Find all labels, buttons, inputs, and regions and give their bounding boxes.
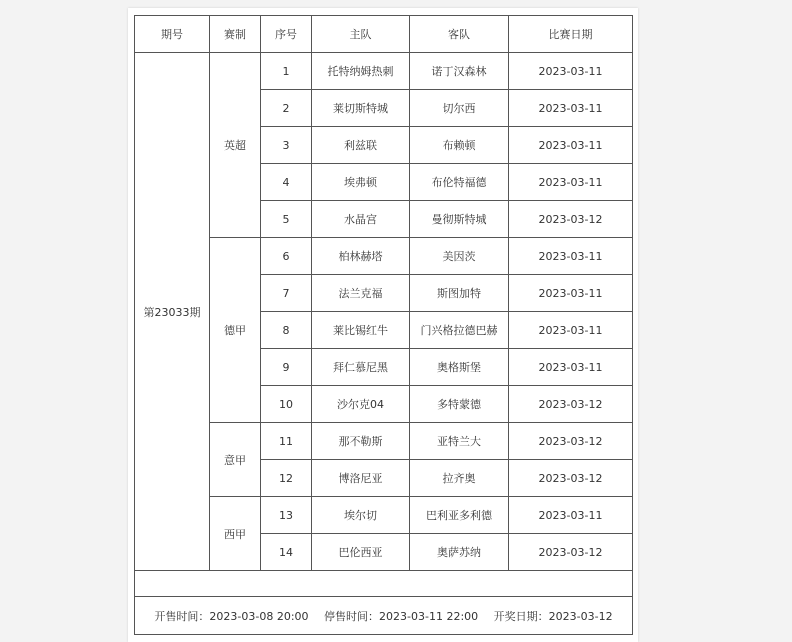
match-date: 2023-03-12 [509, 423, 633, 460]
match-date: 2023-03-11 [509, 164, 633, 201]
sale-start-time: 开售时间：2023-03-08 20:00 [154, 609, 309, 623]
match-number: 14 [261, 534, 312, 571]
home-team: 埃尔切 [312, 497, 410, 534]
away-team: 布伦特福德 [410, 164, 509, 201]
away-team: 美因茨 [410, 238, 509, 275]
header-number: 序号 [261, 16, 312, 53]
home-team: 托特纳姆热刺 [312, 53, 410, 90]
blank-row [135, 571, 633, 597]
league-cell: 德甲 [210, 238, 261, 423]
match-date: 2023-03-11 [509, 90, 633, 127]
match-number: 1 [261, 53, 312, 90]
home-team: 水晶宫 [312, 201, 410, 238]
match-number: 10 [261, 386, 312, 423]
league-cell: 意甲 [210, 423, 261, 497]
match-number: 2 [261, 90, 312, 127]
match-number: 13 [261, 497, 312, 534]
match-date: 2023-03-11 [509, 497, 633, 534]
home-team: 拜仁慕尼黑 [312, 349, 410, 386]
match-date: 2023-03-11 [509, 349, 633, 386]
header-row [135, 16, 633, 53]
home-team: 博洛尼亚 [312, 460, 410, 497]
match-date: 2023-03-11 [509, 312, 633, 349]
header-away-team: 客队 [410, 16, 509, 53]
away-team: 诺丁汉森林 [410, 53, 509, 90]
league-cell: 英超 [210, 53, 261, 238]
home-team: 沙尔克04 [312, 386, 410, 423]
home-team: 法兰克福 [312, 275, 410, 312]
match-number: 8 [261, 312, 312, 349]
match-date: 2023-03-11 [509, 127, 633, 164]
match-date: 2023-03-11 [509, 238, 633, 275]
header-match-date: 比赛日期 [509, 16, 633, 53]
match-number: 12 [261, 460, 312, 497]
match-row [135, 423, 633, 460]
sale-stop-time: 停售时间：2023-03-11 22:00 [324, 609, 479, 623]
header-home-team: 主队 [312, 16, 410, 53]
match-number: 6 [261, 238, 312, 275]
home-team: 巴伦西亚 [312, 534, 410, 571]
home-team: 莱切斯特城 [312, 90, 410, 127]
league-cell: 西甲 [210, 497, 261, 571]
away-team: 布赖顿 [410, 127, 509, 164]
home-team: 那不勒斯 [312, 423, 410, 460]
home-team: 莱比锡红牛 [312, 312, 410, 349]
draw-date: 开奖日期：2023-03-12 [493, 609, 613, 623]
blank-cell [135, 571, 633, 597]
match-number: 11 [261, 423, 312, 460]
match-number: 4 [261, 164, 312, 201]
match-number: 5 [261, 201, 312, 238]
away-team: 门兴格拉德巴赫 [410, 312, 509, 349]
away-team: 巴利亚多利德 [410, 497, 509, 534]
header-issue: 期号 [135, 16, 210, 53]
away-team: 斯图加特 [410, 275, 509, 312]
home-team: 柏林赫塔 [312, 238, 410, 275]
header-league: 赛制 [210, 16, 261, 53]
match-number: 9 [261, 349, 312, 386]
match-date: 2023-03-12 [509, 534, 633, 571]
home-team: 埃弗顿 [312, 164, 410, 201]
issue-cell: 第23033期 [135, 53, 210, 571]
match-row [135, 238, 633, 275]
home-team: 利兹联 [312, 127, 410, 164]
match-schedule-table [134, 15, 633, 635]
away-team: 拉齐奥 [410, 460, 509, 497]
away-team: 奥萨苏纳 [410, 534, 509, 571]
match-row [135, 53, 633, 90]
match-row [135, 497, 633, 534]
match-number: 7 [261, 275, 312, 312]
footer-row [135, 597, 633, 635]
match-date: 2023-03-11 [509, 275, 633, 312]
away-team: 多特蒙德 [410, 386, 509, 423]
match-number: 3 [261, 127, 312, 164]
away-team: 曼彻斯特城 [410, 201, 509, 238]
match-date: 2023-03-11 [509, 53, 633, 90]
away-team: 亚特兰大 [410, 423, 509, 460]
away-team: 奥格斯堡 [410, 349, 509, 386]
footer-cell [135, 597, 633, 635]
match-date: 2023-03-12 [509, 386, 633, 423]
match-date: 2023-03-12 [509, 460, 633, 497]
away-team: 切尔西 [410, 90, 509, 127]
sale-info [135, 608, 632, 624]
match-date: 2023-03-12 [509, 201, 633, 238]
